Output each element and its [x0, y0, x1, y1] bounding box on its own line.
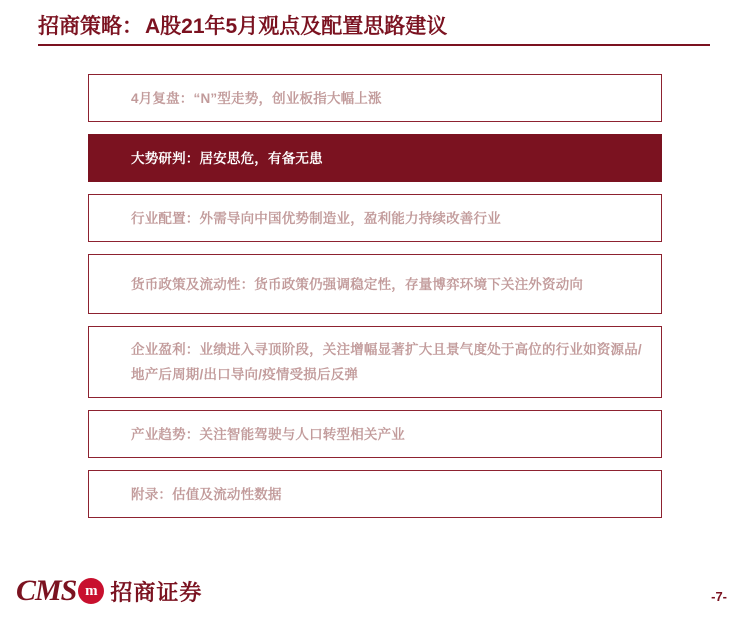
title-main: A股21年5月观点及配置思路建议	[145, 15, 448, 38]
page-number: -7-	[711, 589, 727, 604]
agenda-item-7[interactable]	[88, 470, 662, 518]
agenda-item-4[interactable]	[88, 254, 662, 314]
logo-mark-icon: m	[78, 578, 104, 604]
title-prefix: 招商策略：	[38, 15, 143, 38]
agenda-item-label: 附录：估值及流动性数据	[131, 486, 282, 502]
agenda-item-3[interactable]	[88, 194, 662, 242]
agenda-item-label: 产业趋势：关注智能驾驶与人口转型相关产业	[131, 426, 405, 442]
company-logo	[16, 574, 202, 608]
title-divider	[38, 44, 710, 46]
agenda-item-1[interactable]	[88, 74, 662, 122]
agenda-item-label: 大势研判：居安思危，有备无患	[131, 150, 323, 166]
agenda-item-5[interactable]	[88, 326, 662, 398]
agenda-list	[88, 74, 662, 530]
page-title	[38, 10, 710, 44]
logo-company-name: 招商证券	[110, 579, 203, 605]
agenda-item-6[interactable]	[88, 410, 662, 458]
logo-letters: CMS	[16, 574, 77, 607]
agenda-item-label: 行业配置：外需导向中国优势制造业，盈利能力持续改善行业	[131, 210, 501, 226]
agenda-item-2[interactable]	[88, 134, 662, 182]
agenda-item-label: 企业盈利：业绩进入寻顶阶段，关注增幅显著扩大且景气度处于高位的行业如资源品/地产后周期/出口导向/疫情受损后反弹	[131, 342, 642, 382]
agenda-item-label: 4月复盘：“N”型走势，创业板指大幅上涨	[131, 90, 382, 106]
agenda-item-label: 货币政策及流动性：货币政策仍强调稳定性，存量博弈环境下关注外资动向	[131, 276, 584, 292]
